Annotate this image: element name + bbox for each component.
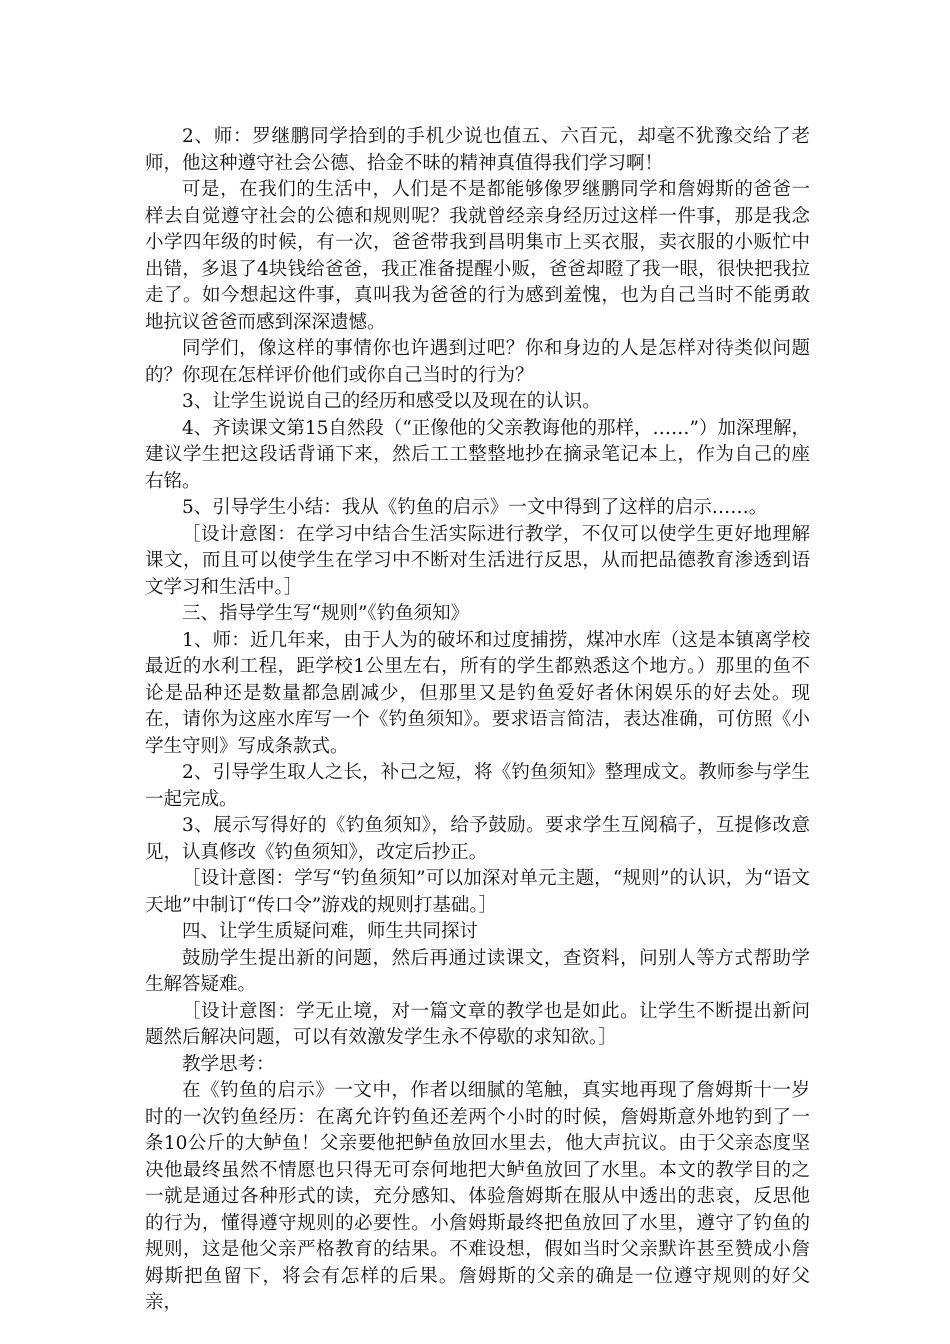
paragraph: 3、让学生说说自己的经历和感受以及现在的认识。 (182, 391, 601, 412)
paragraph: 可是，在我们的生活中，人们是不是都能够像罗继鹏同学和詹姆斯的爸爸一样去自觉遵守社会的公德和规则呢？我就曾经亲身经历过这样一件事，那是我念小学四年级的时候，有一次，爸爸带我到昌明集市上买衣服，卖衣服的小贩忙中出错，多退了4块钱给爸爸，我正准备提醒小贩，爸爸却瞪了我一眼，很快把我拉走了。如今想起这件事，真叫我为爸爸的行为感到羞愧，也为自己当时不能勇敢地抗议爸爸而感到深深遗憾。 (145, 179, 810, 333)
paragraph: 2、引导学生取人之长，补己之短，将《钓鱼须知》整理成文。教师参与学生一起完成。 (145, 762, 810, 810)
design-intent-note: ［设计意图：在学习中结合生活实际进行教学，不仅可以使学生更好地理解课文，而且可以使学生在学习中不断对生活进行反思，从而把品德教育渗透到语文学习和生活中。］ (145, 523, 810, 598)
paragraph: 5、引导学生小结：我从《钓鱼的启示》一文中得到了这样的启示……。 (182, 497, 768, 518)
paragraph: 鼓励学生提出新的问题，然后再通过读课文，查资料，问别人等方式帮助学生解答疑难。 (145, 947, 810, 995)
paragraph: 同学们，像这样的事情你也许遇到过吧？你和身边的人是怎样对待类似问题的？你现在怎样评价他们或你自己当时的行为？ (145, 338, 810, 386)
document-body (145, 124, 810, 1317)
design-intent-note: ［设计意图：学无止境，对一篇文章的教学也是如此。让学生不断提出新问题然后解决问题，可以有效激发学生永不停歇的求知欲。］ (145, 1000, 810, 1048)
section-heading: 三、指导学生写“规则”《钓鱼须知》 (182, 603, 470, 624)
design-intent-note: ［设计意图：学写“钓鱼须知”可以加深对单元主题，“规则”的认识，为“语文天地”中制订“传口令”游戏的规则打基础。］ (145, 868, 810, 916)
section-heading: 教学思考： (182, 1053, 275, 1075)
paragraph: 1、师：近几年来，由于人为的破坏和过度捕捞，煤冲水库（这是本镇离学校最近的水利工程，距学校1公里左右，所有的学生都熟悉这个地方。）那里的鱼不论是品种还是数量都急剧减少，但那里又是钓鱼爱好者休闲娱乐的好去处。现在，请你为这座水库写一个《钓鱼须知》。要求语言简洁，表达准确，可仿照《小学生守则》写成条款式。 (145, 629, 810, 757)
section-heading: 四、让学生质疑问难，师生共同探讨 (182, 921, 479, 942)
paragraph: 4、齐读课文第15自然段（“正像他的父亲教诲他的那样，……”）加深理解，建议学生把这段话背诵下来，然后工工整整地抄在摘录笔记本上，作为自己的座右铭。 (145, 417, 810, 492)
paragraph: 2、师：罗继鹏同学拾到的手机少说也值五、六百元，却毫不犹豫交给了老师，他这种遵守社会公德、拾金不昧的精神真值得我们学习啊！ (145, 126, 810, 174)
paragraph: 在《钓鱼的启示》一文中，作者以细腻的笔触，真实地再现了詹姆斯十一岁时的一次钓鱼经历：在离允许钓鱼还差两个小时的时候，詹姆斯意外地钓到了一条10公斤的大鲈鱼！父亲要他把鲈鱼放回水里去，他大声抗议。由于父亲态度坚决他最终虽然不情愿也只得无可奈何地把大鲈鱼放回了水里。本文的教学目的之一就是通过各种形式的读，充分感知、体验詹姆斯在服从中透出的悲哀，反思他的行为，懂得遵守规则的必要性。小詹姆斯最终把鱼放回了水里，遵守了钓鱼的规则，这是他父亲严格教育的结果。不难设想，假如当时父亲默许甚至赞成小詹姆斯把鱼留下，将会有怎样的后果。詹姆斯的父亲的确是一位遵守规则的好父亲， (145, 1080, 810, 1313)
paragraph: 3、展示写得好的《钓鱼须知》，给予鼓励。要求学生互阅稿子，互提修改意见，认真修改《钓鱼须知》，改定后抄正。 (145, 815, 810, 863)
